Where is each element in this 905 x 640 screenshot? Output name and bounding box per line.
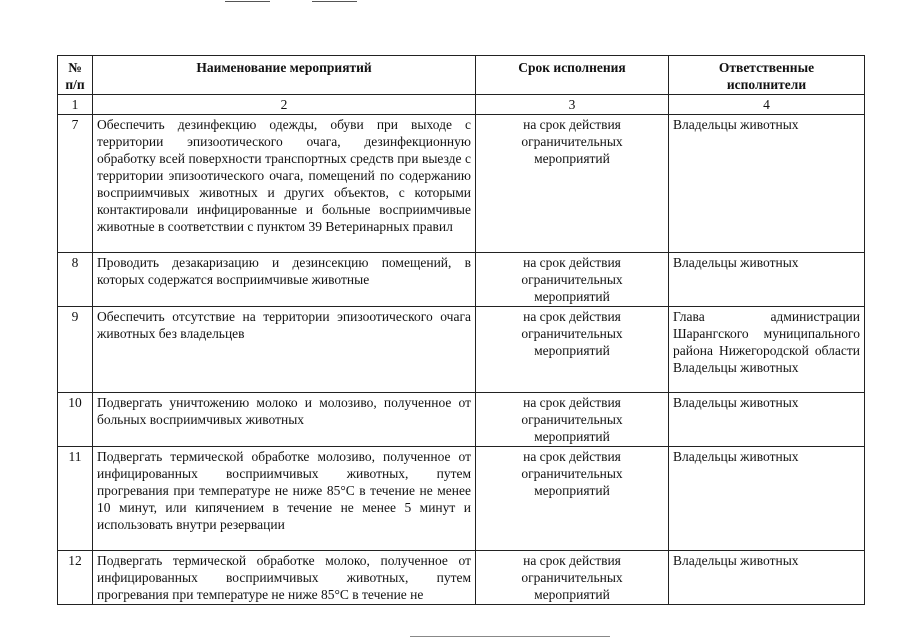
row-number: 10 [58, 393, 93, 447]
row-term: на срок действия ограничительных мероприятий [476, 447, 669, 551]
row-responsible: Владельцы животных [669, 253, 865, 307]
index-cell-1: 1 [58, 95, 93, 115]
row-action: Подвергать уничтожению молоко и молозиво, полученное от больных восприимчивых животных [93, 393, 476, 447]
row-responsible: Владельцы животных [669, 551, 865, 605]
row-term: на срок действия ограничительных мероприятий [476, 393, 669, 447]
index-cell-3: 3 [476, 95, 669, 115]
row-term: на срок действия ограничительных мероприятий [476, 551, 669, 605]
table-row [58, 115, 865, 253]
row-term: на срок действия ограничительных мероприятий [476, 307, 669, 393]
table-row [58, 307, 865, 393]
header-term: Срок исполнения [476, 56, 669, 95]
table-row [58, 253, 865, 307]
header-num: № п/п [58, 56, 93, 95]
measures-table [57, 55, 865, 605]
row-action: Обеспечить дезинфекцию одежды, обуви при выходе с территории эпизоотического очага, дезинфекционную обработку всей поверхности транспортных средств при выезде с территории эпизоотического очага, помещений по содержанию восприимчивых животных и других объектов, с которыми контактировали инфицированные и больные восприимчивые животные в соответствии с пунктом 39 Ветеринарных правил [93, 115, 476, 253]
table-row [58, 447, 865, 551]
row-responsible: Глава администрации Шарангского муниципального района Нижегородской области Владельцы животных [669, 307, 865, 393]
row-number: 11 [58, 447, 93, 551]
table-row [58, 551, 865, 605]
row-action: Подвергать термической обработке молоко, полученное от инфицированных восприимчивых животных, путем прогревания при температуре не ниже 85°С в течение не [93, 551, 476, 605]
index-cell-2: 2 [93, 95, 476, 115]
bottom-rule [410, 636, 610, 637]
header-action: Наименование мероприятий [93, 56, 476, 95]
table-row [58, 393, 865, 447]
row-action: Проводить дезакаризацию и дезинсекцию помещений, в которых содержатся восприимчивые животные [93, 253, 476, 307]
row-responsible: Владельцы животных [669, 447, 865, 551]
header-responsible: Ответственные исполнители [669, 56, 865, 95]
row-number: 7 [58, 115, 93, 253]
row-number: 12 [58, 551, 93, 605]
row-term: на срок действия ограничительных мероприятий [476, 115, 669, 253]
row-responsible: Владельцы животных [669, 115, 865, 253]
row-action: Обеспечить отсутствие на территории эпизоотического очага животных без владельцев [93, 307, 476, 393]
header-row [58, 56, 865, 95]
row-term: на срок действия ограничительных мероприятий [476, 253, 669, 307]
row-number: 9 [58, 307, 93, 393]
row-number: 8 [58, 253, 93, 307]
row-responsible: Владельцы животных [669, 393, 865, 447]
row-action: Подвергать термической обработке молозиво, полученное от инфицированных восприимчивых животных, путем прогревания при температуре не ниже 85°С в течение не менее 10 минут, или кипячением в течение не менее 5 минут и использовать внутри резервации [93, 447, 476, 551]
top-rule-right [312, 1, 357, 2]
index-cell-4: 4 [669, 95, 865, 115]
top-rule-left [225, 1, 270, 2]
index-row [58, 95, 865, 115]
